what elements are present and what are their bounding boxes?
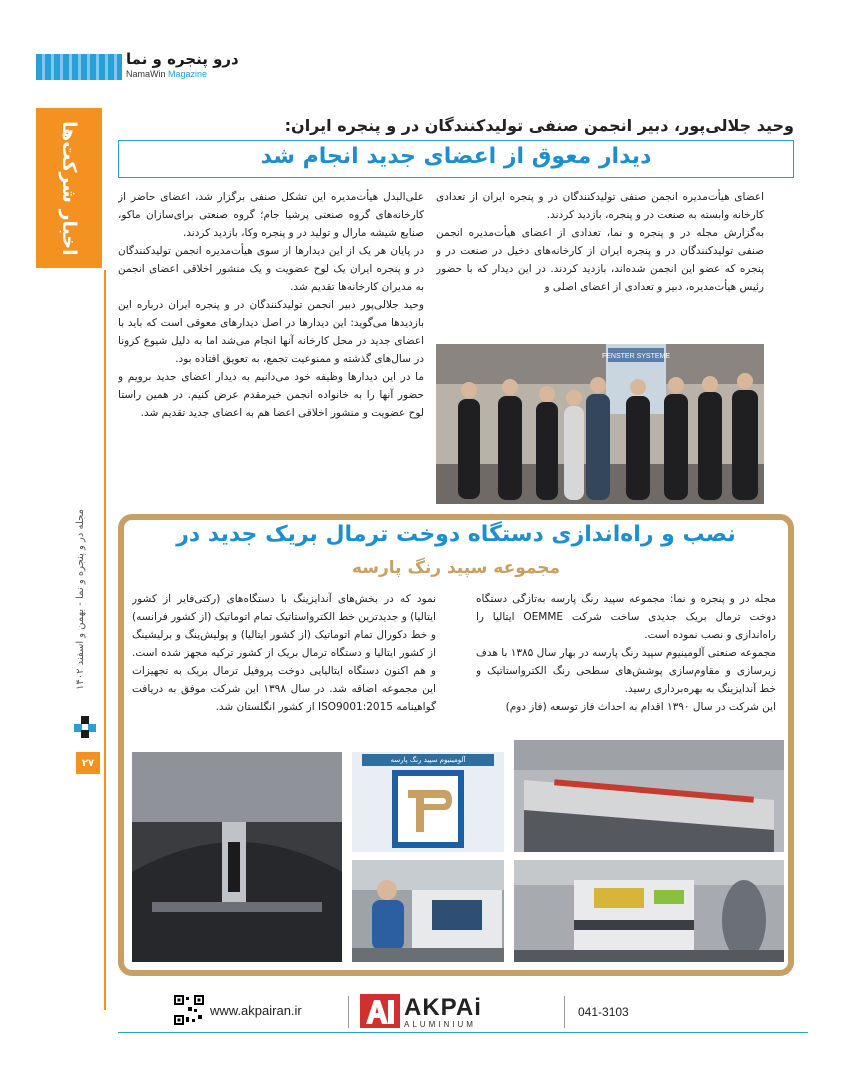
brand-name: AKPAi <box>404 994 482 1021</box>
logo-caption: آلومینیوم سپید رنگ پارسه <box>362 754 494 766</box>
phone-number: 041-3103 <box>578 1005 629 1019</box>
company-logo-card <box>352 752 504 852</box>
footer-rule <box>118 1032 808 1033</box>
group-photo <box>436 344 764 504</box>
paragraph: این شرکت در سال ۱۳۹۰ اقدام به احداث فاز توسعه (فاز دوم) <box>505 701 776 713</box>
company-logo-icon <box>392 770 464 848</box>
issue-line: مجله در و پنجره و نما - بهمن و اسفند ۱۴۰۲ <box>74 509 86 691</box>
cutting-machine-photo <box>514 740 784 852</box>
paragraph: ما در این دیدارها وظیفه خود می‌دانیم به دیدار اعضای جدید برویم و حضور آنها را به خانواده انجمن خیرمقدم عرض کنیم. در همین راستا لوح عضویت و منشور اخلاقی اعضا هم به اعضای جدید تقدیم شد. <box>118 371 424 419</box>
logo-en-suffix: Magazine <box>168 69 208 79</box>
brand-subtitle: ALUMINIUM <box>404 1020 476 1029</box>
issue-line-wrap <box>60 490 100 710</box>
article1-subtitle: وحید جلالی‌پور، دبیر انجمن صنفی تولیدکنندگان در و پنجره ایران: <box>284 116 794 135</box>
website-url[interactable]: www.akpairan.ir <box>210 1003 302 1018</box>
magazine-mark-icon <box>74 716 96 738</box>
paragraph: وحید جلالی‌پور دبیر انجمن تولیدکنندگان در و پنجره ایران درباره این بازدیدها می‌گوید: این دیدارها در اصل دیدارهای معوقی است که باید با اعضای جدید در محل کارخانه آنها انجام می‌شد اما به دلیل شیوع کرونا در سال‌های گذشته و ممنوعیت تجمع، به تعویق افتاده بود. <box>118 299 424 365</box>
logo-en-prefix: NamaWin <box>126 69 166 79</box>
article2-title: نصب و راه‌اندازی دستگاه دوخت ترمال بریک جدید در <box>176 522 736 547</box>
machine-closeup-photo <box>132 752 342 962</box>
section-tab-label-wrap <box>36 108 102 268</box>
paragraph: نمود که در بخش‌های آندایزینگ با دستگاه‌های (رکتی‌فایر از کشور ایتالیا) و جدیدترین خط الکترواستاتیک تمام اتوماتیک (از کشور فرانسه) و خط دکورال تمام اتوماتیک (از کشور ایتالیا) و پولیش‌ینگ و برلیشینگ از کشور ایتالیا و دستگاه ترمال بریک از کشور ترکیه مجهز شده است. و هم اکنون دستگاه ایتالیایی دوخت پروفیل ترمال بریک به تجهیزات این مجموعه اضافه شد. در سال ۱۳۹۸ این شرکت موفق به دریافت گواهینامه ISO9001:2015 از کشور انگلستان شد. <box>132 593 436 713</box>
page-number: ۲۷ <box>76 752 100 774</box>
article1-title: دیدار معوق از اعضای جدید انجام شد <box>260 144 652 169</box>
side-rule <box>104 270 106 1010</box>
article2-subtitle: مجموعه سپید رنگ پارسه <box>351 558 561 578</box>
akpai-logo-icon <box>360 994 400 1028</box>
worker-photo <box>352 860 504 962</box>
paragraph: اعضای هیأت‌مدیره انجمن صنفی تولیدکنندگان در و پنجره ایران از تعدادی کارخانه وابسته به صنعت در و پنجره، بازدید کردند. <box>436 191 764 221</box>
masthead-stripes <box>36 54 122 80</box>
paragraph: مجله در و پنجره و نما: مجموعه سپید رنگ پارسه به‌تازگی دستگاه دوخت ترمال بریک جدیدی ساخت شرکت OEMME ایتالیا را راه‌اندازی و نصب نموده است. <box>476 593 776 641</box>
section-tab-label: اخبار شرکت‌ها <box>58 120 80 256</box>
footer-divider <box>564 996 565 1028</box>
paragraph: مجموعه صنعتی آلومینیوم سپید رنگ پارسه در بهار سال ۱۳۸۵ با هدف زیرسازی و مقاوم‌سازی پوشش‌های سطحی رنگ الکترواستاتیک و خط آندایزینگ به بهره‌برداری رسید. <box>476 647 776 695</box>
article2-right-column <box>476 590 776 740</box>
paragraph: علی‌البدل هیأت‌مدیره این تشکل صنفی برگزار شد، اعضای حاضر از کارخانه‌های گروه صنعتی پرشیا جام؛ گروه صنعتی برای‌سازان ماکو، صنایع شیشه مارال و تولید در و پنجره وکا، بازدید کردند. <box>118 191 424 239</box>
qr-code-icon <box>174 995 204 1025</box>
footer-divider <box>348 996 349 1028</box>
article1-left-column <box>118 188 424 500</box>
paragraph: به‌گزارش مجله در و پنجره و نما، تعدادی از اعضای هیأت‌مدیره انجمن صنفی تولیدکنندگان در و پنجره ایران از کارخانه‌های دخیل در صنعت در و پنجره که عضو این انجمن شده‌اند، بازدید کردند. در این دیدار که با حضور رئیس هیأت‌مدیره، دبیر و تعدادی از اعضای اصلی و <box>436 227 764 293</box>
article2-left-column <box>132 590 436 740</box>
assembly-machine-photo <box>514 860 784 962</box>
article1-right-column <box>436 188 764 336</box>
magazine-logo-en <box>126 69 207 79</box>
paragraph: در پایان هر یک از این دیدارها از سوی هیأت‌مدیره انجمن تولیدکنندگان در و پنجره ایران یک لوح عضویت و یک منشور اخلاقی اعضای انجمن به مدیران کارخانه‌ها تقدیم شد. <box>118 245 424 293</box>
photo-sign-text: FENSTER SYSTEME <box>601 353 671 360</box>
magazine-logo-fa: درو پنجره و نما <box>126 50 239 68</box>
